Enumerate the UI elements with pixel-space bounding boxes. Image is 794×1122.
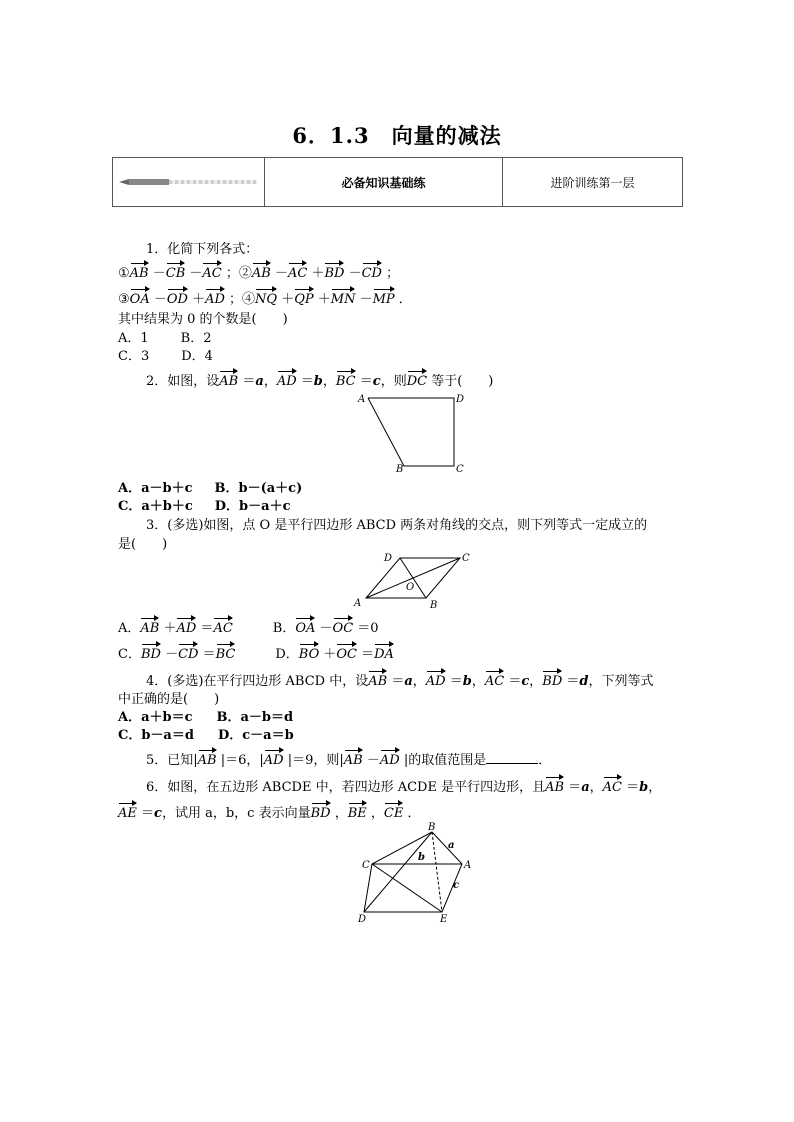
q1-result: 其中结果为 0 的个数是( ) (118, 312, 288, 327)
q1-stem: 1．化简下列各式： (146, 242, 259, 257)
q6-label-e: E (440, 914, 448, 922)
pencil-icon (119, 178, 259, 186)
q2-options-ab: A．a－b＋c B．b－(a＋c) (118, 481, 303, 496)
q3-label-a: A (354, 598, 362, 609)
q6-stem-line2: AE ＝c，试用 a，b，c 表示向量BD ，BE ，CE ． (118, 804, 420, 824)
q6-pentagon-figure (350, 822, 480, 922)
q4-stem-line1: 4．(多选)在平行四边形 ABCD 中，设AB ＝a，AD ＝b，AC ＝c，BD ＝d，下列等式 (118, 672, 654, 692)
q6-label-vec-c: c (453, 880, 460, 891)
q3-stem-line1: 3．(多选)如图，点 O 是平行四边形 ABCD 两条对角线的交点，则下列等式一定成立的 (146, 518, 648, 533)
q6-label-vec-b: b (418, 852, 425, 863)
q4-options-ab: A．a＋b＝c B．a－b＝d (118, 710, 294, 725)
q6-label-b: B (428, 822, 436, 833)
q1-expr-line2: ③OA －OD ＋AD ；④NQ ＋QP ＋MN －MP ． (118, 290, 412, 310)
q3-options-cd: C．BD －CD ＝BC D．BO ＋OC ＝DA (118, 645, 394, 665)
section-header-table (112, 157, 683, 207)
q3-label-c: C (462, 553, 470, 564)
q3-label-d: D (384, 553, 393, 564)
q2-options-cd: C．a＋b＋c D．b－a＋c (118, 499, 291, 514)
q3-stem-line2: 是( ) (118, 537, 168, 552)
q2-label-c: C (456, 464, 464, 472)
q1-options-cd: C．3 D．4 (118, 349, 213, 364)
q3-label-b: B (430, 600, 438, 611)
q4-options-cd: C．b－a＝d D．c－a＝b (118, 728, 294, 743)
q2-label-b: B (396, 464, 404, 472)
q3-parallelogram-figure (348, 550, 478, 612)
q1-expr-line1: ①AB －CB －AC ；②AB －AC ＋BD －CD ； (118, 264, 399, 284)
q6-label-d: D (358, 914, 367, 922)
q5-answer-blank[interactable] (486, 751, 538, 764)
q6-label-vec-a: a (448, 840, 455, 851)
section-label: 必备知识基础练 (265, 158, 503, 206)
q4-stem-line2: 中正确的是( ) (118, 692, 220, 707)
pencil-decoration-cell (113, 158, 265, 206)
q6-label-a: A (464, 860, 472, 871)
q6-label-c: C (362, 860, 370, 871)
q1-options-ab: A．1 B．2 (118, 331, 212, 346)
training-level-label: 进阶训练第一层 (550, 175, 635, 190)
q2-label-d: D (456, 394, 465, 405)
q2-quadrilateral-figure (356, 390, 466, 472)
q3-label-o: O (406, 582, 415, 593)
q2-label-a: A (358, 394, 366, 405)
q2-stem: 2．如图，设AB ＝a，AD ＝b，BC ＝c，则DC 等于( ) (118, 372, 493, 392)
page-title: 6．1.3 向量的减法 (292, 123, 502, 148)
q5-stem: 5．已知|AB |＝6，|AD |＝9，则|AB －AD |的取值范围是 ． (118, 751, 551, 771)
q6-stem-line1: 6．如图，在五边形 ABCDE 中，若四边形 ACDE 是平行四边形，且AB ＝a，AC ＝b， (118, 778, 661, 798)
q3-options-ab: A．AB ＋AD ＝AC B．OA －OC ＝0 (118, 619, 379, 639)
